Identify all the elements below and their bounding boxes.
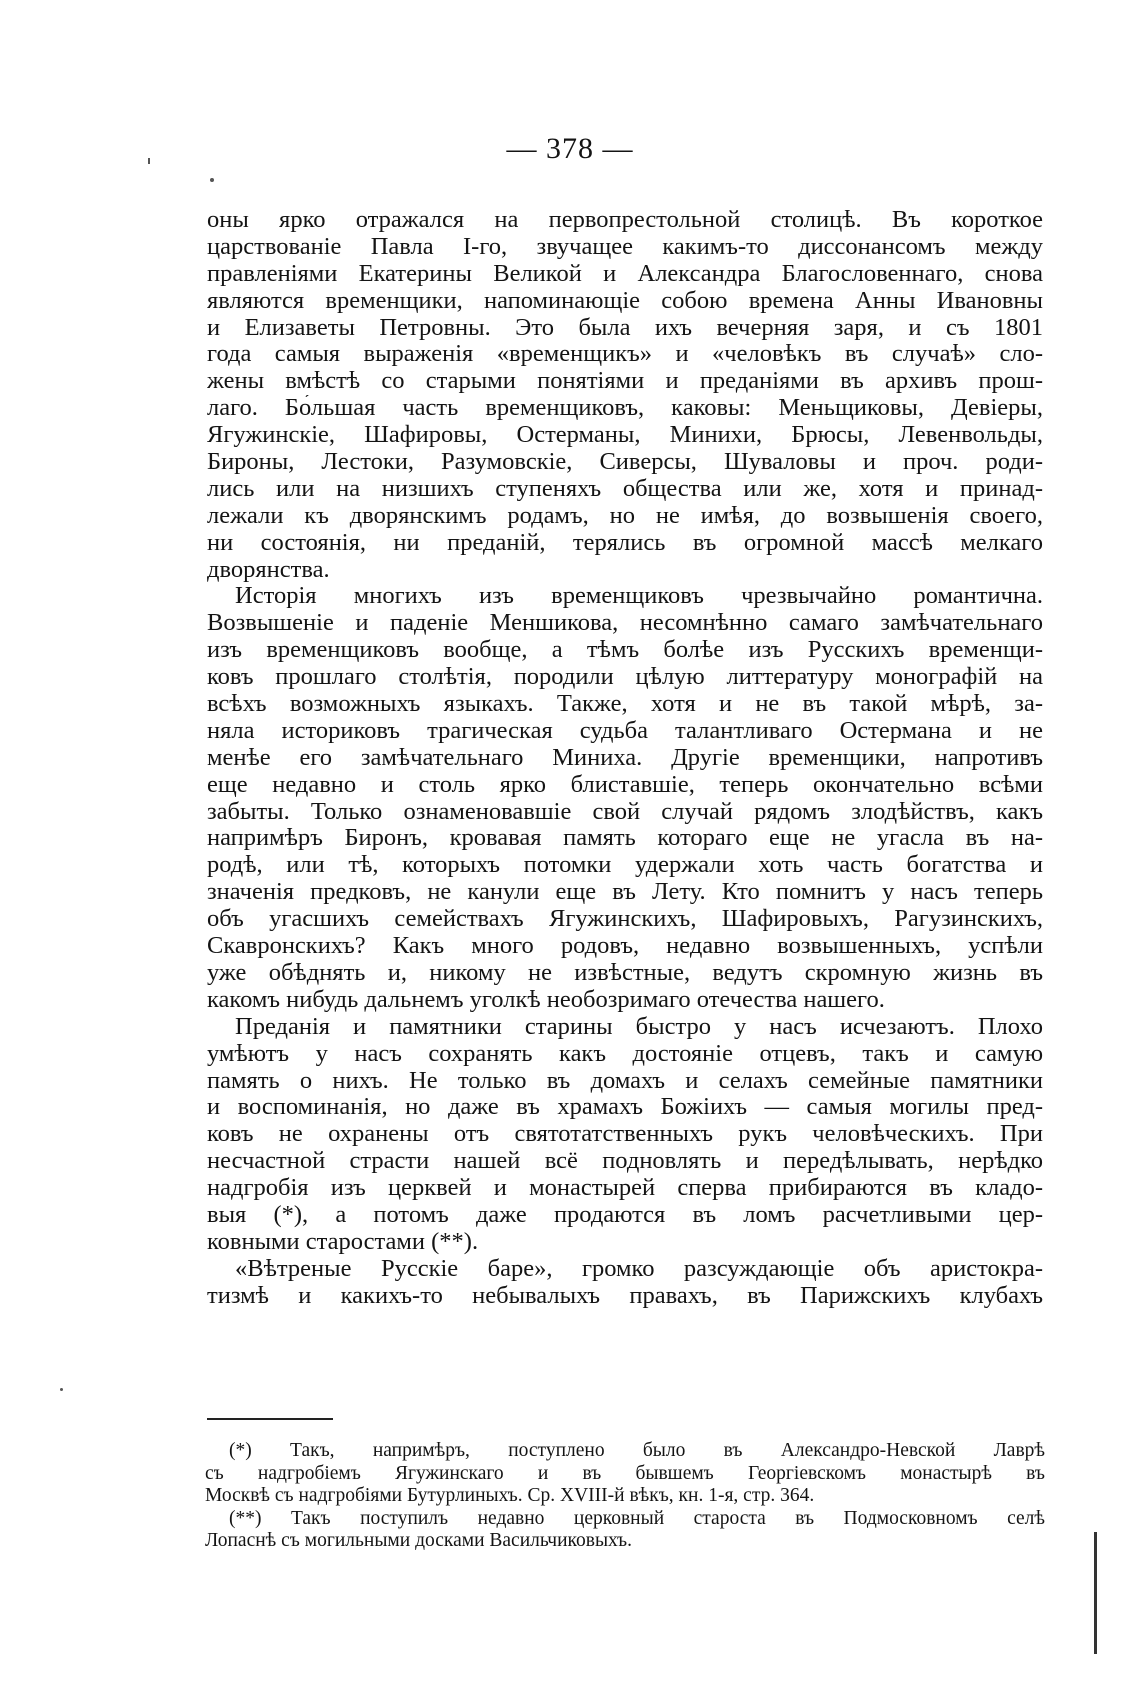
text-line: являются временщики, напоминающіе собою времена Анны Ивановны — [207, 287, 1043, 314]
footnote-line: Лопаснѣ съ могильными досками Васильчиковыхъ. — [205, 1530, 633, 1552]
text-line: няла историковъ трагическая судьба талантливаго Остермана и не — [207, 717, 1043, 744]
text-line: дворянства. — [207, 556, 330, 583]
text-line: менѣе его замѣчательнаго Миниха. Другіе временщики, напротивъ — [207, 744, 1043, 771]
text-line: забыты. Только ознаменовавшіе свой случай рядомъ злодѣйствъ, какъ — [207, 798, 1043, 825]
text-line: оны ярко отражался на первопрестольной столицѣ. Въ короткое — [207, 207, 1043, 233]
text-line: еще недавно и столь ярко блиставшіе, теперь окончательно всѣми — [207, 771, 1043, 798]
text-line: напримѣръ Биронъ, кровавая память котораго еще не угасла въ на- — [207, 825, 1043, 852]
footnote-divider — [207, 1418, 333, 1420]
text-line: лаго. Бо́льшая часть временщиковъ, каковы: Меньщиковы, Девіеры, — [207, 395, 1043, 422]
text-line: Ягужинскіе, Шафировы, Остерманы, Минихи, Брюсы, Левенвольды, — [207, 422, 1043, 449]
footnote-line: Москвѣ съ надгробіями Бутурлиныхъ. Ср. XVIII-й вѣкъ, кн. 1-я, стр. 364. — [205, 1485, 815, 1507]
text-line: тизмѣ и какихъ-то небывалыхъ правахъ, въ Парижскихъ клубахъ — [207, 1282, 1043, 1309]
scan-speck — [148, 158, 150, 164]
text-line: Скавронскихъ? Какъ много родовъ, недавно возвышенныхъ, успѣли — [207, 933, 1043, 960]
text-line: Исторія многихъ изъ временщиковъ чрезвычайно романтична. — [235, 583, 1043, 610]
text-line: ковъ прошлаго столѣтія, породили цѣлую литтературу монографій на — [207, 664, 1043, 691]
text-line: всѣхъ возможныхъ языкахъ. Также, хотя и не въ такой мѣрѣ, за- — [207, 691, 1043, 718]
text-line: Возвышеніе и паденіе Меншикова, несомнѣнно самаго замѣчательнаго — [207, 610, 1043, 637]
footnote-line: (*) Такъ, напримѣръ, поступлено было въ Александро-Невской Лаврѣ — [229, 1440, 1045, 1461]
text-line: и воспоминанія, но даже въ храмахъ Божіихъ — самыя могилы пред- — [207, 1094, 1043, 1121]
text-line: правленіями Екатерины Великой и Александра Благословеннаго, снова — [207, 260, 1043, 287]
text-line: жены вмѣстѣ со старыми понятіями и преданіями въ архивъ прош- — [207, 368, 1043, 395]
text-line: года самыя выраженія «временщикъ» и «человѣкъ въ случаѣ» сло- — [207, 341, 1043, 368]
text-line: несчастной страсти нашей всё подновлять и передѣлывать, нерѣдко — [207, 1148, 1043, 1175]
text-line: память о нихъ. Не только въ домахъ и селахъ семейные памятники — [207, 1067, 1043, 1094]
text-line: царствованіе Павла I-го, звучащее какимъ-то диссонансомъ между — [207, 233, 1043, 260]
text-line: выя (*), а потомъ даже продаются въ ломъ расчетливыми цер- — [207, 1201, 1043, 1228]
text-line: лись или на низшихъ ступеняхъ общества или же, хотя и принад- — [207, 475, 1043, 502]
text-line: какомъ нибудь дальнемъ уголкѣ необозримаго отечества нашего. — [207, 986, 885, 1013]
text-line: ковъ не охранены отъ святотатственныхъ рукъ человѣческихъ. При — [207, 1121, 1043, 1148]
text-line: и Елизаветы Петровны. Это была ихъ вечерняя заря, и съ 1801 — [207, 314, 1043, 341]
text-line: объ угасшихъ семействахъ Ягужинскихъ, Шафировыхъ, Рагузинскихъ, — [207, 906, 1043, 933]
text-line: изъ временщиковъ вообще, а тѣмъ болѣе изъ Русскихъ временщи- — [207, 637, 1043, 664]
body-text — [207, 207, 1043, 1310]
text-line: ни состоянія, ни преданій, терялись въ огромной массѣ мелкаго — [207, 529, 1043, 556]
text-line: Преданія и памятники старины быстро у насъ исчезаютъ. Плохо — [235, 1013, 1043, 1040]
text-line: уже обѣднять и, никому не извѣстные, ведутъ скромную жизнь въ — [207, 959, 1043, 986]
page-number: — 378 — — [506, 132, 634, 165]
footnotes — [205, 1440, 1045, 1553]
text-line: значенія предковъ, не канули еще въ Лету. Кто помнитъ у насъ теперь — [207, 879, 1043, 906]
footnote-line: съ надгробіемъ Ягужинскаго и въ бывшемъ Георгіевскомъ монастырѣ въ — [205, 1462, 1045, 1484]
text-line: лежали къ дворянскимъ родамъ, но не имѣя, до возвышенія своего, — [207, 502, 1043, 529]
scan-speck — [60, 1388, 63, 1391]
text-line: родѣ, или тѣ, которыхъ потомки удержали хоть часть богатства и — [207, 852, 1043, 879]
text-line: ковными старостами (**). — [207, 1228, 479, 1255]
scan-speck — [210, 178, 214, 182]
text-line: Бироны, Лестоки, Разумовскіе, Сиверсы, Шуваловы и проч. роди- — [207, 449, 1043, 476]
text-line: умѣютъ у насъ сохранять какъ достояніе отцевъ, такъ и самую — [207, 1040, 1043, 1067]
text-line: надгробія изъ церквей и монастырей сперва прибираются въ кладо- — [207, 1175, 1043, 1202]
footnote-line: (**) Такъ поступилъ недавно церковный староста въ Подмосковномъ селѣ — [229, 1507, 1045, 1529]
scan-edge-line — [1094, 1532, 1097, 1654]
text-line: «Вѣтреные Русскіе баре», громко разсуждающіе объ аристокра- — [235, 1255, 1043, 1282]
